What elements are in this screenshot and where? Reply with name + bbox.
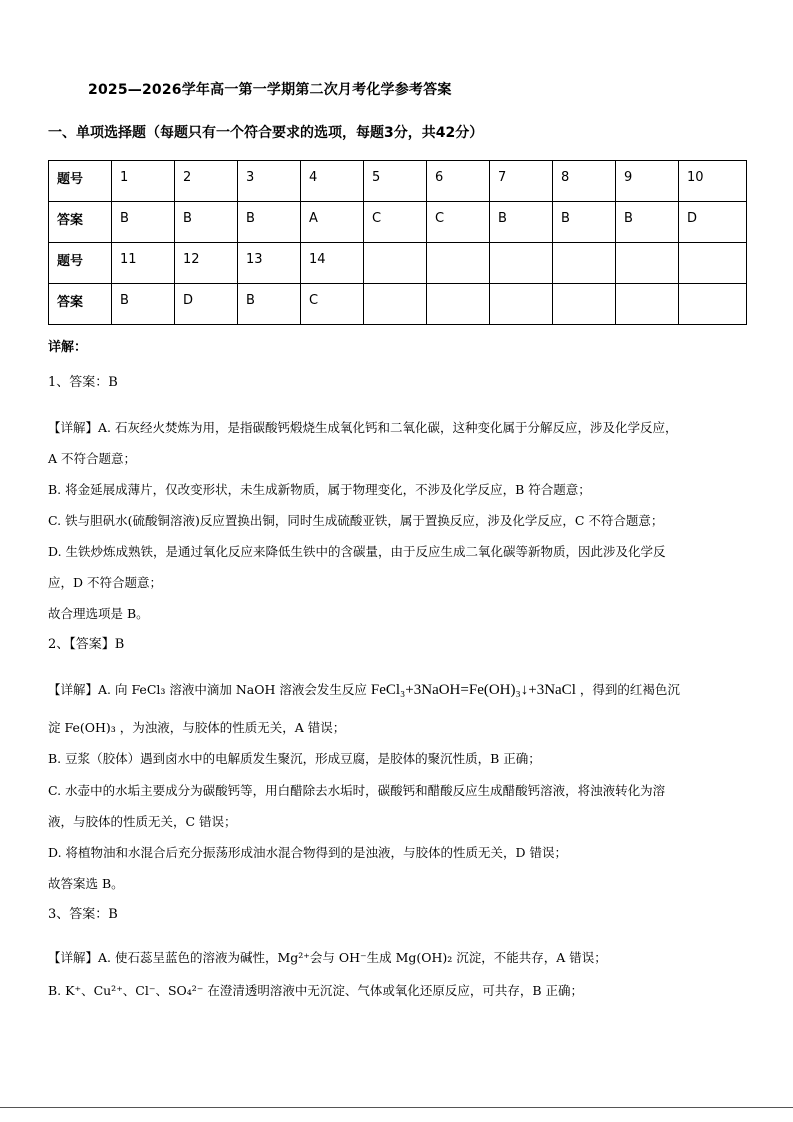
table-cell: 9 — [616, 161, 679, 202]
q2-line: B. 豆浆（胶体）遇到卤水中的电解质发生聚沉，形成豆腐，是胶体的聚沉性质，B 正确； — [48, 751, 541, 766]
table-cell — [427, 243, 490, 284]
section-heading: 一、单项选择题（每题只有一个符合要求的选项，每题3分，共42分） — [48, 125, 484, 141]
table-cell — [364, 243, 427, 284]
table-row — [49, 284, 747, 325]
answer-table — [48, 160, 747, 325]
table-cell: B — [238, 284, 301, 325]
page-divider — [0, 1107, 793, 1108]
detail-label: 详解： — [48, 340, 88, 355]
q1-answer: 1、答案：B — [48, 375, 118, 390]
table-cell: 13 — [238, 243, 301, 284]
table-cell: B — [553, 202, 616, 243]
reaction-equation: FeCl₃+3NaOH=Fe(OH)₃↓+3NaCl — [370, 682, 576, 698]
table-cell: B — [238, 202, 301, 243]
q2-line: D. 将植物油和水混合后充分振荡形成油水混合物得到的是浊液，与胶体的性质无关，D 错误； — [48, 845, 568, 860]
table-cell: 2 — [175, 161, 238, 202]
table-cell: B — [175, 202, 238, 243]
table-cell: 11 — [112, 243, 175, 284]
table-row — [49, 243, 747, 284]
table-cell — [427, 284, 490, 325]
q1-line: A 不符合题意； — [48, 451, 137, 466]
q1-line: 故合理选项是 B。 — [48, 606, 149, 621]
table-cell — [679, 243, 747, 284]
table-cell: B — [112, 284, 175, 325]
table-cell — [679, 284, 747, 325]
q1-line: C. 铁与胆矾水(硫酸铜溶液)反应置换出铜，同时生成硫酸亚铁，属于置换反应，涉及化学反应，C 不符合题意； — [48, 513, 664, 528]
table-cell: 5 — [364, 161, 427, 202]
table-cell: C — [364, 202, 427, 243]
table-cell — [553, 243, 616, 284]
table-cell: D — [175, 284, 238, 325]
table-cell — [490, 284, 553, 325]
table-cell: 14 — [301, 243, 364, 284]
table-cell: 7 — [490, 161, 553, 202]
page-title: 2025—2026学年高一第一学期第二次月考化学参考答案 — [88, 82, 452, 98]
table-cell — [616, 284, 679, 325]
q1-line: 应，D 不符合题意； — [48, 575, 162, 590]
q2-line: 故答案选 B。 — [48, 876, 124, 891]
q2-line: 淀 Fe(OH)₃ ，为浊液，与胶体的性质无关，A 错误； — [48, 720, 346, 735]
table-cell: 4 — [301, 161, 364, 202]
q2-line — [48, 682, 680, 698]
table-row — [49, 202, 747, 243]
table-cell: 3 — [238, 161, 301, 202]
table-cell: B — [112, 202, 175, 243]
q1-line: B. 将金延展成薄片，仅改变形状，未生成新物质，属于物理变化，不涉及化学反应，B 符合题意； — [48, 482, 591, 497]
row-label: 答案 — [49, 284, 112, 325]
row-label: 题号 — [49, 161, 112, 202]
table-cell: 1 — [112, 161, 175, 202]
table-cell: 12 — [175, 243, 238, 284]
table-cell — [553, 284, 616, 325]
q2-line: C. 水壶中的水垢主要成分为碳酸钙等，用白醋除去水垢时，碳酸钙和醋酸反应生成醋酸钙溶液，将浊液转化为溶 — [48, 783, 666, 798]
q2-line: 液，与胶体的性质无关，C 错误； — [48, 814, 237, 829]
table-cell — [364, 284, 427, 325]
table-cell: 8 — [553, 161, 616, 202]
table-cell: B — [490, 202, 553, 243]
table-cell: A — [301, 202, 364, 243]
table-cell: D — [679, 202, 747, 243]
table-cell: B — [616, 202, 679, 243]
row-label: 题号 — [49, 243, 112, 284]
table-row — [49, 161, 747, 202]
table-cell — [616, 243, 679, 284]
q2-line-text: ，得到的红褐色沉 — [579, 682, 680, 697]
row-label: 答案 — [49, 202, 112, 243]
q1-line: 【详解】A. 石灰经火焚炼为用，是指碳酸钙煅烧生成氧化钙和二氧化碳，这种变化属于分解反应，涉及化学反应， — [48, 420, 678, 435]
table-cell — [490, 243, 553, 284]
table-cell: 10 — [679, 161, 747, 202]
q1-line: D. 生铁炒炼成熟铁，是通过氧化反应来降低生铁中的含碳量，由于反应生成二氧化碳等新物质，因此涉及化学反 — [48, 544, 666, 559]
q3-line: 【详解】A. 使石蕊呈蓝色的溶液为碱性，Mg²⁺会与 OH⁻生成 Mg(OH)₂ 沉淀，不能共存，A 错误； — [48, 950, 607, 965]
q2-line-text: 【详解】A. 向 FeCl₃ 溶液中滴加 NaOH 溶液会发生反应 — [48, 682, 367, 697]
table-cell: C — [427, 202, 490, 243]
q2-answer: 2、【答案】B — [48, 637, 125, 652]
table-cell: C — [301, 284, 364, 325]
table-cell: 6 — [427, 161, 490, 202]
q3-answer: 3、答案：B — [48, 907, 118, 922]
q3-line: B. K⁺、Cu²⁺、Cl⁻、SO₄²⁻ 在澄清透明溶液中无沉淀、气体或氧化还原反应，可共存，B 正确； — [48, 983, 584, 998]
